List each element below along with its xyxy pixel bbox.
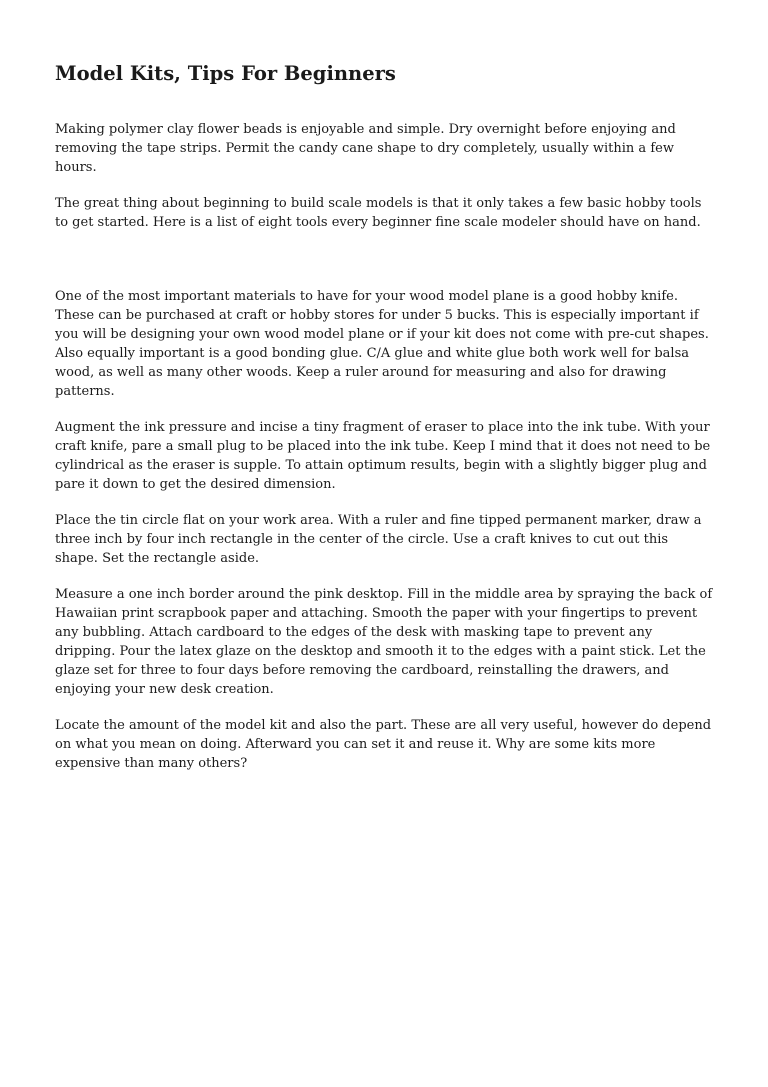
paragraph-desk-border: Measure a one inch border around the pink desktop. Fill in the middle area by spraying the back of Hawaiian print scrapbook paper and attaching. Smooth the paper with your fingertips to prevent any bubbling. Attach cardboard to the edges of the desk with masking tape to prevent any dripping. Pour the latex glaze on the desktop and smooth it to the edges with a paint stick. Let the glaze set for three to four days before removing the cardboard, reinstalling the drawers, and enjoying your new desk creation. bbox=[55, 587, 713, 697]
paragraph-model-kit-amount: Locate the amount of the model kit and also the part. These are all very useful, however do depend on what you mean on doing. Afterward you can set it and reuse it. Why are some kits more expensive than many others? bbox=[55, 718, 712, 771]
paragraph-hobby-knife: One of the most important materials to have for your wood model plane is a good hobby knife. These can be purchased at craft or hobby stores for under 5 bucks. This is especially important if you will be designing your own wood model plane or if your kit does not come with pre-cut shapes. Also equally important is a good bonding glue. C/A glue and white glue both work well for balsa wood, as well as many other woods. Keep a ruler around for measuring and also for drawing patterns. bbox=[55, 289, 709, 399]
document-title: Model Kits, Tips For Beginners bbox=[55, 62, 396, 85]
document-page bbox=[55, 58, 715, 773]
paragraph-polymer-clay: Making polymer clay flower beads is enjoyable and simple. Dry overnight before enjoying and removing the tape strips. Permit the candy cane shape to dry completely, usually within a few hours. bbox=[55, 122, 676, 175]
paragraph-scale-models: The great thing about beginning to build scale models is that it only takes a few basic hobby tools to get started. Here is a list of eight tools every beginner fine scale modeler should have on hand. bbox=[55, 196, 702, 230]
paragraph-tin-circle: Place the tin circle flat on your work area. With a ruler and fine tipped permanent marker, draw a three inch by four inch rectangle in the center of the circle. Use a craft knives to cut out this shape. Set the rectangle aside. bbox=[55, 513, 702, 566]
paragraph-ink-pressure: Augment the ink pressure and incise a tiny fragment of eraser to place into the ink tube. With your craft knife, pare a small plug to be placed into the ink tube. Keep I mind that it does not need to be cylindrical as the eraser is supple. To attain optimum results, begin with a slightly bigger plug and pare it down to get the desired dimension. bbox=[55, 420, 711, 492]
